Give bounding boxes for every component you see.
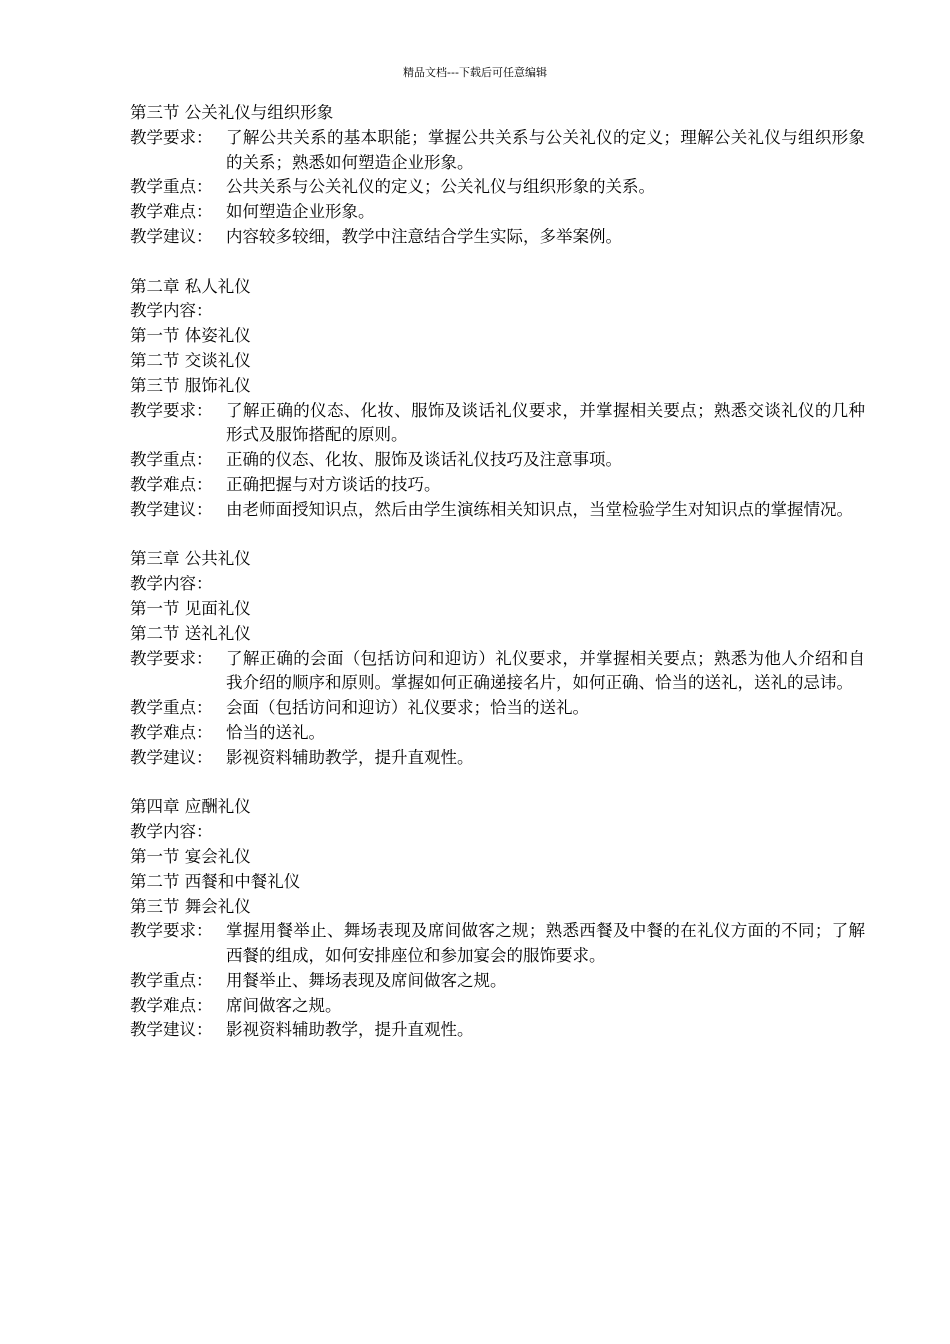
text-line: 第三节 服饰礼仪 [130,375,251,395]
text-line: 第二节 交谈礼仪 [130,350,251,370]
paragraph-label: 教学建议： [130,747,213,767]
document-body [130,101,865,1043]
text-line: 第二节 送礼礼仪 [130,623,251,643]
text-line: 第一节 见面礼仪 [130,598,251,618]
labeled-paragraph [130,746,865,771]
paragraph-text: 席间做客之规。 [226,995,342,1015]
paragraph-label: 教学建议： [130,1020,213,1040]
paragraph-label: 教学要求： [130,648,213,668]
blank-line [130,771,865,796]
text-line: 第二节 西餐和中餐礼仪 [130,871,301,891]
paragraph-text: 用餐举止、舞场表现及席间做客之规。 [226,970,507,990]
paragraph-label: 教学建议： [130,226,213,246]
blank-line [130,523,865,548]
paragraph-text: 了解正确的仪态、化妆、服饰及谈话礼仪要求，并掌握相关要点；熟悉交谈礼仪的几种形式及服饰搭配的原则。 [226,400,865,445]
paragraph-text: 由老师面授知识点，然后由学生演练相关知识点，当堂检验学生对知识点的掌握情况。 [226,499,853,519]
text-line: 第三节 公关礼仪与组织形象 [130,103,334,122]
text-line: 教学内容： [130,301,213,321]
paragraph-label: 教学难点： [130,202,213,222]
text-line: 教学内容： [130,822,213,842]
paragraph-text: 会面（包括访问和迎访）礼仪要求；恰当的送礼。 [226,698,589,718]
paragraph-text: 正确的仪态、化妆、服饰及谈话礼仪技巧及注意事项。 [226,450,622,470]
paragraph-label: 教学重点： [130,970,213,990]
text-line: 教学内容： [130,574,213,594]
paragraph-text: 了解公共关系的基本职能；掌握公共关系与公关礼仪的定义；理解公关礼仪与组织形象的关系；熟悉如何塑造企业形象。 [226,127,865,172]
paragraph-label: 教学重点： [130,450,213,470]
paragraph-text: 恰当的送礼。 [226,722,325,742]
paragraph-text: 公共关系与公关礼仪的定义；公关礼仪与组织形象的关系。 [226,177,655,197]
labeled-paragraph [130,448,865,473]
labeled-paragraph [130,399,865,449]
paragraph-text: 影视资料辅助教学，提升直观性。 [226,1020,474,1040]
paragraph-label: 教学建议： [130,499,213,519]
paragraph-label: 教学难点： [130,722,213,742]
labeled-paragraph [130,647,865,697]
paragraph-text: 了解正确的会面（包括访问和迎访）礼仪要求，并掌握相关要点；熟悉为他人介绍和自我介绍的顺序和原则。掌握如何正确递接名片，如何正确、恰当的送礼，送礼的忌讳。 [226,648,865,693]
labeled-paragraph [130,200,865,225]
paragraph-label: 教学要求： [130,400,213,420]
paragraph-label: 教学重点： [130,177,213,197]
paragraph-text: 掌握用餐举止、舞场表现及席间做客之规；熟悉西餐及中餐的在礼仪方面的不同；了解西餐的组成，如何安排座位和参加宴会的服饰要求。 [226,921,865,966]
blank-line [130,250,865,275]
text-line: 第三节 舞会礼仪 [130,896,251,916]
paragraph-text: 内容较多较细，教学中注意结合学生实际，多举案例。 [226,226,622,246]
labeled-paragraph [130,498,865,523]
paragraph-label: 教学要求： [130,127,213,147]
text-line: 第三章 公共礼仪 [130,549,251,569]
labeled-paragraph [130,1018,865,1043]
labeled-paragraph [130,919,865,969]
labeled-paragraph [130,473,865,498]
text-line: 第一节 宴会礼仪 [130,846,251,866]
labeled-paragraph [130,994,865,1019]
text-line: 第二章 私人礼仪 [130,276,251,296]
text-line: 第四章 应酬礼仪 [130,797,251,817]
paragraph-text: 正确把握与对方谈话的技巧。 [226,474,441,494]
paragraph-text: 如何塑造企业形象。 [226,202,375,222]
labeled-paragraph [130,175,865,200]
paragraph-text: 影视资料辅助教学，提升直观性。 [226,747,474,767]
page-header: 精品文档---下载后可任意编辑 [403,66,547,79]
paragraph-label: 教学难点： [130,995,213,1015]
paragraph-label: 教学要求： [130,921,213,941]
paragraph-label: 教学难点： [130,474,213,494]
labeled-paragraph [130,225,865,250]
labeled-paragraph [130,126,865,176]
labeled-paragraph [130,969,865,994]
labeled-paragraph [130,721,865,746]
text-line: 第一节 体姿礼仪 [130,326,251,346]
labeled-paragraph [130,696,865,721]
paragraph-label: 教学重点： [130,698,213,718]
